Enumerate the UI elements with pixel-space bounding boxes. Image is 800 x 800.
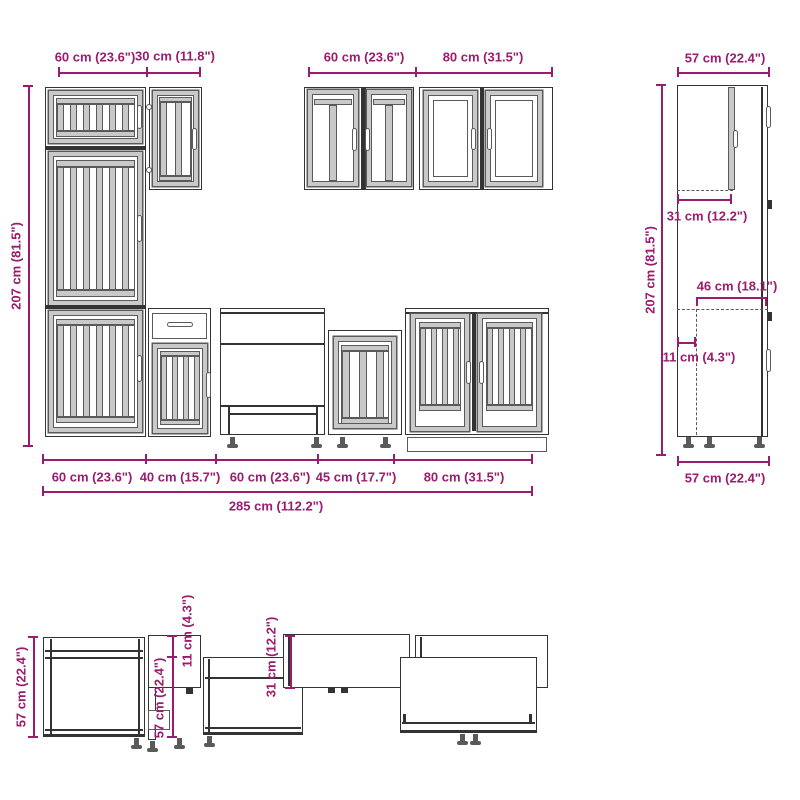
adjustable-foot — [460, 734, 465, 741]
adjustable-foot — [134, 738, 139, 745]
base-unit-60-body — [220, 308, 325, 435]
adjustable-foot — [340, 437, 345, 444]
dim-label-wall-80-width: 80 cm (31.5") — [442, 49, 524, 65]
door-handle — [206, 372, 211, 398]
dim-label-upper-depth: 31 cm (12.2") — [666, 208, 748, 224]
door-handle — [352, 128, 357, 151]
adjustable-foot — [150, 741, 155, 748]
dim-label-body-depth: 46 cm (18.1") — [696, 278, 778, 294]
door-handle — [471, 128, 476, 150]
door-handle — [479, 361, 484, 384]
dim-label-base-60b: 60 cm (23.6") — [229, 469, 311, 485]
dim-label-top-overhang: 11 cm (4.3") — [179, 594, 195, 668]
dim-label-side-bottom-width: 57 cm (22.4") — [684, 470, 766, 486]
side-cabinet-body — [677, 85, 768, 437]
dim-label-base-60: 60 cm (23.6") — [51, 469, 133, 485]
adjustable-foot — [230, 437, 235, 444]
door-handle — [137, 355, 142, 382]
dim-label-overhang: 11 cm (4.3") — [662, 349, 736, 365]
dim-label-total-width: 285 cm (112.2") — [228, 498, 324, 514]
adjustable-foot — [383, 437, 388, 444]
dim-label-base-80: 80 cm (31.5") — [423, 469, 505, 485]
door-handle — [766, 349, 771, 372]
dim-label-base-45: 45 cm (17.7") — [315, 469, 397, 485]
wall-cabinet-60-top-view — [283, 634, 410, 688]
door-handle — [137, 105, 142, 129]
dim-label-base-40: 40 cm (15.7") — [139, 469, 221, 485]
hinge-icon — [146, 104, 152, 110]
dim-label-side-height: 207 cm (81.5") — [642, 226, 658, 314]
door-handle — [466, 361, 471, 384]
dim-label-top-left-depth: 57 cm (22.4") — [13, 646, 29, 728]
dim-label-top-center-depth: 57 cm (22.4") — [151, 657, 167, 739]
dim-label-tall-cabinet-width: 60 cm (23.6") — [54, 49, 136, 65]
adjustable-foot — [207, 736, 212, 743]
hinge-icon — [767, 312, 772, 321]
adjustable-foot — [314, 437, 319, 444]
adjustable-foot — [473, 734, 478, 741]
door-handle — [766, 106, 771, 128]
dim-label-top-wall-depth: 31 cm (12.2") — [263, 616, 279, 698]
adjustable-foot — [757, 437, 762, 444]
drawer-handle — [167, 322, 193, 327]
adjustable-foot — [177, 738, 182, 745]
hinge-icon — [146, 167, 152, 173]
dim-label-upper-cabinet-width: 30 cm (11.8") — [135, 48, 215, 64]
dim-label-front-height: 207 cm (81.5") — [8, 222, 24, 310]
door-handle — [365, 128, 370, 151]
door-handle — [192, 128, 197, 150]
plinth — [407, 437, 547, 452]
hinge-icon — [767, 200, 772, 209]
tall-cabinet-top-view — [43, 637, 145, 737]
dim-label-side-top-width: 57 cm (22.4") — [684, 50, 766, 66]
dim-label-wall-60-width: 60 cm (23.6") — [323, 49, 405, 65]
door-handle — [137, 215, 142, 242]
adjustable-foot — [686, 437, 691, 444]
door-handle — [487, 128, 492, 150]
door-handle — [733, 130, 738, 148]
adjustable-foot — [707, 437, 712, 444]
